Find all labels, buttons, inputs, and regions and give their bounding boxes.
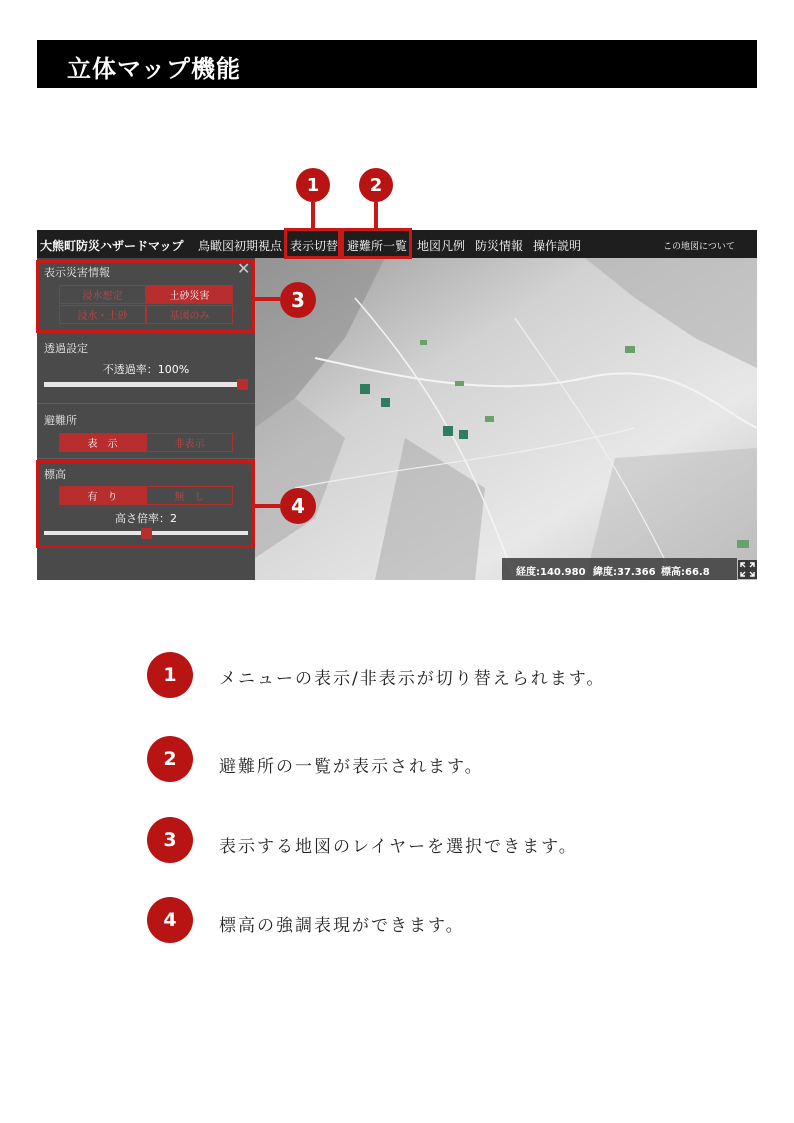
elevation-readout: 標高:66.8 [661, 567, 710, 578]
nav-item-toggle-display[interactable]: 表示切替 [290, 239, 339, 253]
shelter-show-button[interactable]: 表 示 [59, 433, 146, 452]
highlight-toggle-display [284, 228, 341, 259]
page-title-bar [37, 40, 757, 88]
transparency-section-title: 透過設定 [44, 342, 88, 355]
opacity-slider-track[interactable] [44, 382, 248, 387]
callout-marker-3: 3 [280, 282, 316, 318]
elevation-off-button[interactable]: 無 し [146, 486, 233, 505]
note-text-1: メニューの表示/非表示が切り替えられます。 [219, 669, 606, 689]
note-text-4: 標高の強調表現ができます。 [219, 916, 465, 936]
note-number-2: 2 [147, 736, 193, 782]
fullscreen-icon [738, 560, 757, 579]
callout-stem [311, 202, 315, 229]
height-multiplier-label: 高さ倍率：2 [115, 512, 177, 525]
callout-marker-1: 1 [296, 168, 330, 202]
close-icon[interactable]: ✕ [237, 259, 251, 278]
nav-item-map-legend[interactable]: 地図凡例 [417, 239, 466, 253]
note-text-2: 避難所の一覧が表示されます。 [219, 757, 484, 777]
hazard-section-title: 表示災害情報 [44, 266, 110, 279]
note-number-1: 1 [147, 652, 193, 698]
latitude-readout: 緯度:37.366 [593, 567, 656, 578]
highlight-hazard-section [36, 260, 255, 333]
fullscreen-button[interactable] [738, 560, 757, 579]
shelter-hide-button[interactable]: 非表示 [146, 433, 233, 452]
terrain-map-graphic [255, 258, 757, 580]
elevation-section-title: 標高 [44, 468, 66, 481]
hazard-landslide-button[interactable]: 土砂災害 [146, 285, 233, 304]
callout-marker-2: 2 [359, 168, 393, 202]
hazard-flood-button[interactable]: 浸水想定 [59, 285, 146, 304]
highlight-shelter-list [341, 228, 412, 259]
page-title: 立体マップ機能 [67, 55, 242, 83]
callout-stem [374, 202, 378, 229]
divider [37, 458, 255, 459]
nav-item-about-map[interactable]: この地図について [663, 242, 735, 252]
note-text-3: 表示する地図のレイヤーを選択できます。 [219, 837, 578, 857]
callout-stem [254, 297, 280, 301]
coordinates-readout [502, 558, 737, 580]
nav-item-disaster-info[interactable]: 防災情報 [475, 239, 524, 253]
terrain-map[interactable] [255, 258, 757, 580]
highlight-elevation-section [36, 460, 255, 548]
callout-marker-4: 4 [280, 488, 316, 524]
opacity-label: 不透過率：100% [102, 363, 190, 376]
divider [37, 403, 255, 404]
app-brand: 大熊町防災ハザードマップ [40, 239, 184, 253]
elevation-on-button[interactable]: 有 り [59, 486, 146, 505]
hazard-basemap-only-button[interactable]: 基図のみ [146, 305, 233, 324]
hazard-flood-landslide-button[interactable]: 浸水・土砂 [59, 305, 146, 324]
callout-stem [254, 504, 280, 508]
shelter-section-title: 避難所 [44, 414, 77, 427]
note-number-4: 4 [147, 897, 193, 943]
note-number-3: 3 [147, 817, 193, 863]
longitude-readout: 経度:140.980 [516, 567, 586, 578]
nav-item-shelter-list[interactable]: 避難所一覧 [347, 239, 408, 253]
nav-item-birdseye-view[interactable]: 鳥瞰図初期視点 [198, 239, 283, 253]
nav-item-instructions[interactable]: 操作説明 [533, 239, 582, 253]
opacity-slider-thumb[interactable] [237, 379, 248, 390]
